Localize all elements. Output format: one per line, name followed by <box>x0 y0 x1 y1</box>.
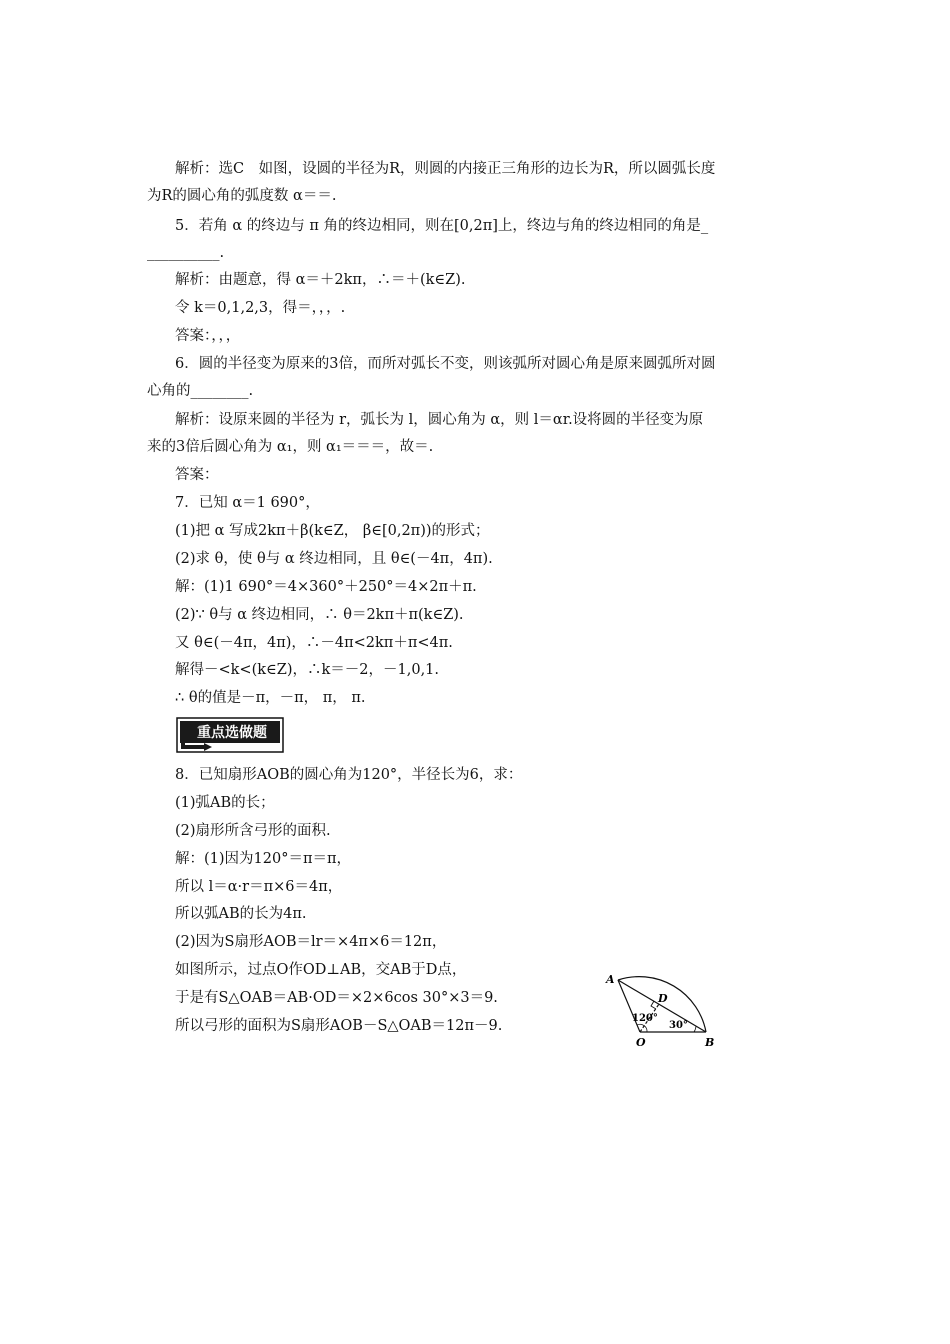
text-line: (2)求 θ，使 θ与 α 终边相同，且 θ∈(－4π，4π). <box>175 551 493 567</box>
angle-label-120: 120° <box>632 1013 658 1024</box>
text-line: 6．圆的半径变为原来的3倍，而所对弧长不变，则该弧所对圆心角是原来圆弧所对圆 <box>175 356 716 372</box>
text-line: (1)把 α 写成2kπ＋β(k∈Z， β∈[0,2π))的形式； <box>175 523 490 539</box>
text-line: 5．若角 α 的终边与 π 角的终边相同，则在[0,2π]上，终边与角的终边相同的角是_ <box>175 218 709 234</box>
section-badge <box>176 717 284 753</box>
text-line: 所以 l＝α·r＝π×6＝4π， <box>175 879 343 895</box>
angle-30-arc <box>694 1026 696 1032</box>
text-line: 所以弧AB的长为4π. <box>175 906 307 922</box>
point-label-B: B <box>705 1036 715 1048</box>
point-label-D: D <box>658 992 668 1005</box>
sector-figure <box>600 970 720 1048</box>
text-line: 解析：设原来圆的半径为 r，弧长为 l，圆心角为 α，则 l＝αr.设将圆的半径变为原 <box>175 412 704 428</box>
segment-AB <box>618 980 706 1032</box>
text-line: 于是有S△OAB＝AB·OD＝×2×6cos 30°×3＝9. <box>175 990 498 1006</box>
text-line: 8．已知扇形AOB的圆心角为120°，半径长为6，求： <box>175 767 523 783</box>
text-line: (2)因为S扇形AOB＝lr＝×4π×6＝12π， <box>175 934 447 950</box>
text-line: 令 k＝0,1,2,3，得＝，，，. <box>175 300 346 316</box>
text-line: 解析：由题意，得 α＝＋2kπ，∴＝＋(k∈Z). <box>175 272 466 288</box>
text-line: __________. <box>147 245 225 261</box>
text-line: 心角的________. <box>147 383 254 399</box>
point-label-A: A <box>606 973 615 986</box>
text-line: 7．已知 α＝1 690°， <box>175 495 320 511</box>
angle-label-30: 30° <box>669 1020 688 1031</box>
text-line: 答案：，，， <box>175 328 241 344</box>
text-line: 又 θ∈(－4π，4π)，∴－4π<2kπ＋π<4π. <box>175 635 453 651</box>
text-line: (1)弧AB的长； <box>175 795 275 811</box>
text-line: ∴ θ的值是－π，－π， π， π. <box>175 690 366 706</box>
text-line: 为R的圆心角的弧度数 α＝＝. <box>147 188 337 204</box>
text-line: 来的3倍后圆心角为 α₁，则 α₁＝＝＝，故＝. <box>147 439 434 455</box>
text-line: 解：(1)因为120°＝π＝π， <box>175 851 352 867</box>
text-line: (2)扇形所含弓形的面积. <box>175 823 331 839</box>
text-line: 如图所示，过点O作OD⊥AB，交AB于D点， <box>175 962 467 978</box>
segment-OA <box>618 980 640 1032</box>
text-line: 所以弓形的面积为S扇形AOB－S△OAB＝12π－9. <box>175 1018 503 1034</box>
text-line: 解得－<k<(k∈Z)，∴k＝－2，－1,0,1. <box>175 662 440 678</box>
section-badge-label: 重点选做题 <box>197 725 267 741</box>
text-line: 解析：选C 如图，设圆的半径为R，则圆的内接正三角形的边长为R，所以圆弧长度 <box>175 161 716 177</box>
point-label-O: O <box>636 1036 646 1048</box>
text-line: 答案： <box>175 467 219 483</box>
text-line: 解：(1)1 690°＝4×360°＋250°＝4×2π＋π. <box>175 579 477 595</box>
text-line: (2)∵ θ与 α 终边相同，∴ θ＝2kπ＋π(k∈Z). <box>175 607 464 623</box>
